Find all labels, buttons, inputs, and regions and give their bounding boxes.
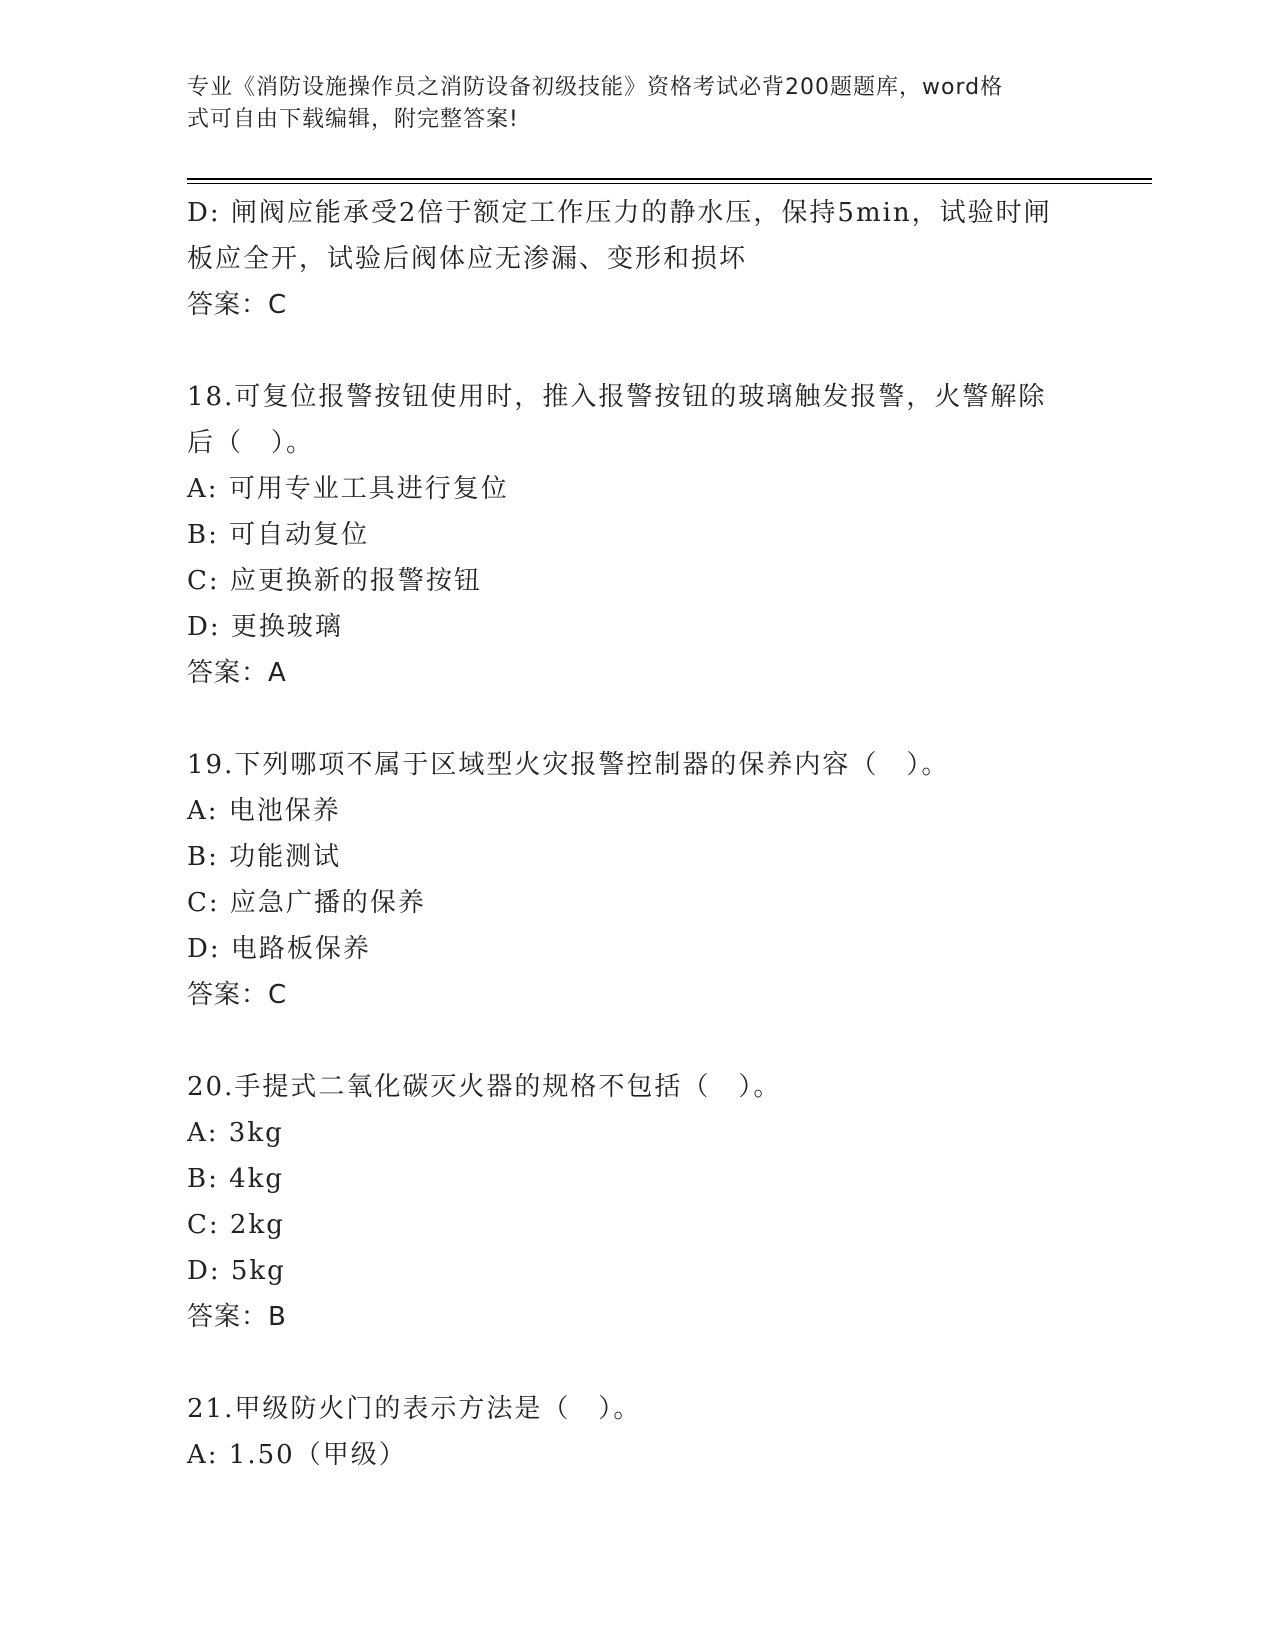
question-stem: 21.甲级防火门的表示方法是（ ）。 [187, 1394, 642, 1424]
answer: 答案：A [187, 658, 287, 688]
header-line-2: 式可自由下载编辑，附完整答案! [187, 107, 519, 132]
question-stem: 18.可复位报警按钮使用时，推入报警按钮的玻璃触发报警，火警解除 [187, 382, 1047, 412]
option-b: B: 4kg [187, 1164, 285, 1194]
option-d: D: 闸阀应能承受2倍于额定工作压力的静水压，保持5min，试验时闸 [187, 198, 1052, 228]
question-18 [187, 374, 1087, 696]
question-stem: 20.手提式二氧化碳灭火器的规格不包括（ ）。 [187, 1072, 782, 1102]
option-c: C: 2kg [187, 1210, 285, 1240]
question-20 [187, 1064, 1087, 1340]
option-d: D: 更换玻璃 [187, 612, 343, 642]
answer: 答案：C [187, 290, 288, 320]
question-stem-continued: 后（ ）。 [187, 428, 315, 458]
option-a: A: 可用专业工具进行复位 [187, 474, 509, 504]
option-b: B: 可自动复位 [187, 520, 370, 550]
option-c: C: 应更换新的报警按钮 [187, 566, 482, 596]
option-a: A: 1.50（甲级） [187, 1440, 407, 1470]
header-rule-thin [187, 183, 1152, 184]
option-a: A: 电池保养 [187, 796, 341, 826]
header-line-1: 专业《消防设施操作员之消防设备初级技能》资格考试必背200题题库，word格 [187, 75, 1004, 100]
header-rule-thick [187, 178, 1152, 180]
option-d: D: 5kg [187, 1256, 286, 1286]
question-21 [187, 1386, 1087, 1478]
option-d-continued: 板应全开，试验后阀体应无渗漏、变形和损坏 [187, 244, 748, 274]
option-a: A: 3kg [187, 1118, 284, 1148]
document-header [187, 72, 1067, 136]
question-17-tail [187, 190, 1087, 328]
question-19 [187, 742, 1087, 1018]
option-c: C: 应急广播的保养 [187, 888, 426, 918]
answer: 答案：C [187, 980, 288, 1010]
option-b: B: 功能测试 [187, 842, 342, 872]
answer: 答案：B [187, 1302, 287, 1332]
question-list [187, 190, 1087, 1478]
option-d: D: 电路板保养 [187, 934, 371, 964]
question-stem: 19.下列哪项不属于区域型火灾报警控制器的保养内容（ ）。 [187, 750, 950, 780]
